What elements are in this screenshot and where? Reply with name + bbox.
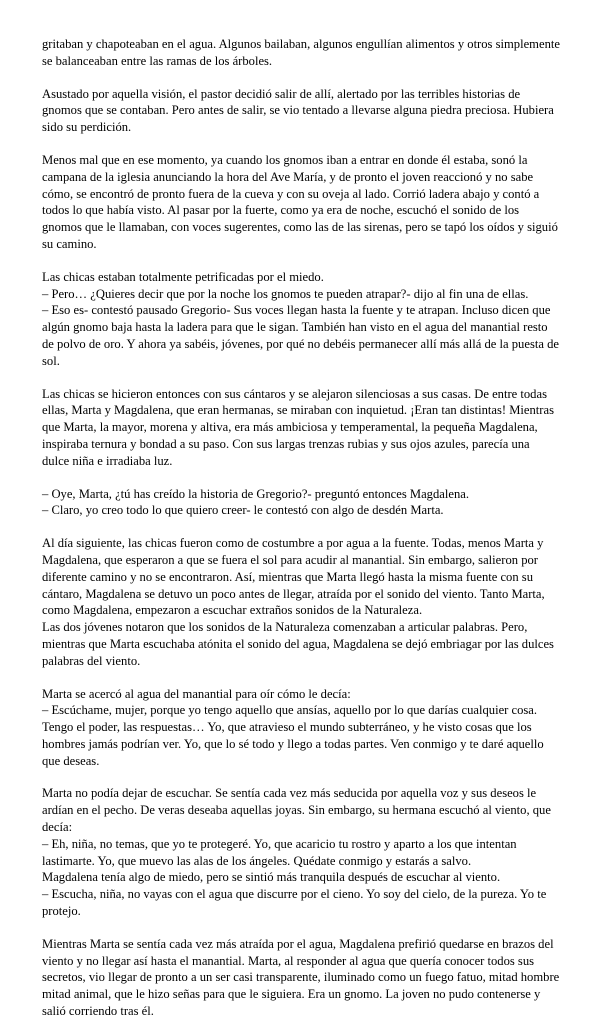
paragraph-line: Asustado por aquella visión, el pastor decidió salir de allí, alertado por las terribles historias de gnomos que se contaban. Pero antes de salir, se vio tentado a llevarse alguna piedra preciosa. Hubiera sido su perdición. (42, 86, 554, 135)
paragraph-line: gritaban y chapoteaban en el agua. Algunos bailaban, algunos engullían alimentos y otros simplemente se balanceaban entre las ramas de los árboles. (42, 37, 560, 68)
paragraph-2 (42, 86, 560, 136)
paragraph-9 (42, 785, 560, 919)
paragraph-line: Mientras Marta se sentía cada vez más atraída por el agua, Magdalena prefirió quedarse en brazos del viento y no llegar así hasta el manantial. Marta, al responder al agua que quería conocer todos sus secretos, vio llegar de pronto a un ser casi transparente, iluminado como un fuego fatuo, mitad hombre mitad animal, que le hizo señas para que le siguiera. Era un gnomo. La joven no pudo contenerse y salió corriendo tras él. (42, 936, 560, 1019)
paragraph-line: Las dos jóvenes notaron que los sonidos de la Naturaleza comenzaban a articular palabras. Pero, mientras que Marta escuchaba atónita el sonido del agua, Magdalena se dejó embriagar por las dulces palabras del viento. (42, 620, 554, 668)
story-text (42, 36, 560, 1036)
paragraph-6 (42, 486, 560, 520)
paragraph-line: Al día siguiente, las chicas fueron como de costumbre a por agua a la fuente. Todas, menos Marta y Magdalena, que esperaron a que se fuera el sol para acudir al manantial. Sin embargo, salieron por diferente camino y no se encontraron. Así, mientras que Marta llegó hasta la misma fuente con su cántaro, Magdalena se detuvo un poco antes de llegar, atraída por el sonido del viento. Tanto Marta, como Magdalena, empezaron a escuchar extraños sonidos de la Naturaleza. (42, 536, 545, 618)
dialogue-line: – Escucha, niña, no vayas con el agua que discurre por el cieno. Yo soy del cielo, de la pureza. Yo te protejo. (42, 887, 547, 919)
paragraph-7 (42, 535, 560, 669)
dialogue-line: – Pero… ¿Quieres decir que por la noche los gnomos te pueden atrapar?- dijo al fin una de ellas. (42, 286, 529, 301)
paragraph-5 (42, 386, 560, 470)
dialogue-line: – Oye, Marta, ¿tú has creído la historia de Gregorio?- preguntó entonces Magdalena. (42, 486, 469, 501)
paragraph-line: Marta se acercó al agua del manantial para oír cómo le decía: (42, 686, 351, 701)
paragraph-10 (42, 936, 560, 1020)
dialogue-line: – Escúchame, mujer, porque yo tengo aquello que ansías, aquello por lo que darías cualquier cosa. Tengo el poder, las respuestas… Yo, que atravieso el mundo subterráneo, y he visto cosas que los hombres jamás podrían ver. Yo, que lo sé todo y llego a todas partes. Ven conmigo y te daré aquello que deseas. (42, 703, 544, 768)
paragraph-4 (42, 269, 560, 370)
paragraph-3 (42, 152, 560, 253)
paragraph-line: Menos mal que en ese momento, ya cuando los gnomos iban a entrar en donde él estaba, sonó la campana de la iglesia anunciando la hora del Ave María, y de pronto el joven reaccionó y no sabe cómo, se encontró de pronto fuera de la cueva y con su oveja al lado. Corrió ladera abajo y contó a todos lo que había visto. Al pasar por la fuerte, como ya era de noche, escuchó el sonido de los gnomos que le llamaban, con voces sugerentes, como las de las sirenas, pero se tapó los oídos y siguió su camino. (42, 152, 558, 251)
paragraph-line: Magdalena tenía algo de miedo, pero se sintió más tranquila después de escuchar al viento. (42, 870, 501, 885)
paragraph-line: Las chicas estaban totalmente petrificadas por el miedo. (42, 269, 324, 284)
dialogue-line: – Claro, yo creo todo lo que quiero creer- le contestó con algo de desdén Marta. (42, 503, 444, 518)
dialogue-line: – Eso es- contestó pausado Gregorio- Sus voces llegan hasta la fuente y te atrapan. Incluso dicen que algún gnomo baja hasta la ladera para que le sigan. También han visto en el agua del manantial resto de polvo de oro. Y ahora ya sabéis, jóvenes, por qué no debéis permanecer allí más allá de la puesta de sol. (42, 303, 559, 368)
paragraph-line: Marta no podía dejar de escuchar. Se sentía cada vez más seducida por aquella voz y sus deseos le ardían en el pecho. De veras deseaba aquellas joyas. Sin embargo, su hermana escuchó al viento, que decía: (42, 786, 551, 835)
paragraph-8 (42, 686, 560, 770)
paragraph-line: Las chicas se hicieron entonces con sus cántaros y se alejaron silenciosas a sus casas. De entre todas ellas, Marta y Magdalena, que eran hermanas, se miraban con inquietud. ¡Eran tan distintas! Mientras que Marta, la mayor, morena y altiva, era más ambiciosa y temperamental, la pequeña Magdalena, inspiraba ternura y bondad a su paso. Con sus largas trenzas rubias y sus ojos azules, parecía una dulce niña e irradiaba luz. (42, 386, 554, 468)
paragraph-1 (42, 36, 560, 70)
dialogue-line: – Eh, niña, no temas, que yo te protegeré. Yo, que acaricio tu rostro y aparto a los que intentan lastimarte. Yo, que muevo las alas de los ángeles. Quédate conmigo y estarás a salvo. (42, 836, 517, 868)
